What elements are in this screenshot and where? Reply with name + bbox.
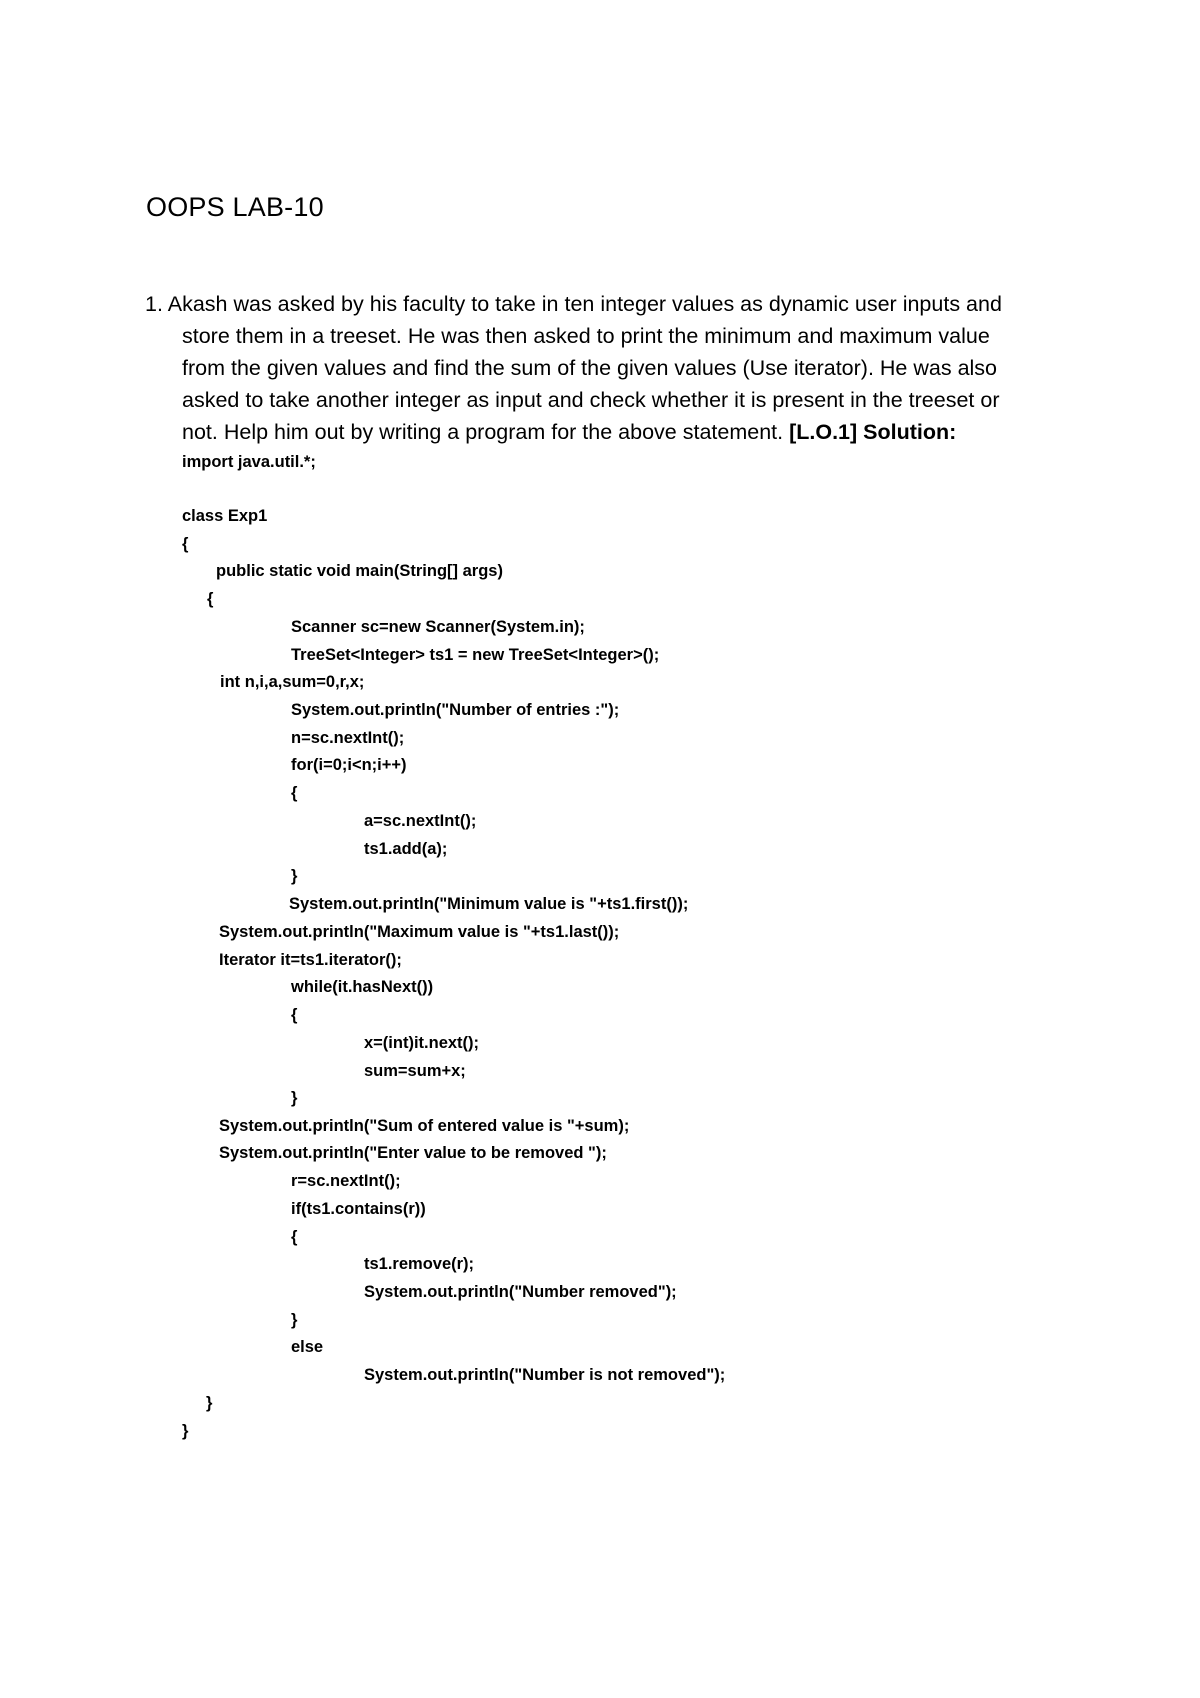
code-line: } <box>291 1089 298 1107</box>
code-line: ts1.add(a); <box>364 840 448 858</box>
code-line: public static void main(String[] args) <box>216 562 503 580</box>
code-line: for(i=0;i<n;i++) <box>291 756 407 774</box>
code-line: Scanner sc=new Scanner(System.in); <box>291 618 585 636</box>
code-line: System.out.println("Maximum value is "+ts1.last()); <box>219 923 620 941</box>
code-line: n=sc.nextInt(); <box>291 729 405 747</box>
question-line-2: store them in a treeset. He was then asked to print the minimum and maximum value <box>182 324 990 348</box>
code-line: { <box>291 1006 298 1024</box>
learning-outcome-tag: [L.O.1] Solution: <box>789 420 957 444</box>
code-line: import java.util.*; <box>182 453 316 471</box>
code-line: a=sc.nextInt(); <box>364 812 477 830</box>
code-line: Iterator it=ts1.iterator(); <box>219 951 402 969</box>
code-line: while(it.hasNext()) <box>291 978 434 996</box>
code-line: TreeSet<Integer> ts1 = new TreeSet<Integer>(); <box>291 646 660 664</box>
code-line: int n,i,a,sum=0,r,x; <box>220 673 365 691</box>
code-line: { <box>291 784 298 802</box>
code-line: System.out.println("Minimum value is "+ts1.first()); <box>289 895 689 913</box>
code-line: ts1.remove(r); <box>364 1255 475 1273</box>
code-line: System.out.println("Number of entries :"); <box>291 701 620 719</box>
question-1 <box>145 288 1045 448</box>
code-line: } <box>291 867 298 885</box>
code-line: System.out.println("Enter value to be removed "); <box>219 1144 607 1162</box>
code-line: } <box>182 1422 189 1440</box>
code-line: else <box>291 1338 324 1356</box>
code-line: r=sc.nextInt(); <box>291 1172 401 1190</box>
question-number: 1. <box>145 292 163 316</box>
code-line: sum=sum+x; <box>364 1062 466 1080</box>
question-text-1: Akash was asked by his faculty to take in ten integer values as dynamic user inputs and <box>167 292 1002 316</box>
document-title: OOPS LAB-10 <box>146 192 324 222</box>
code-line: System.out.println("Number is not removed"); <box>364 1366 726 1384</box>
code-line: System.out.println("Number removed"); <box>364 1283 677 1301</box>
question-text-5: not. Help him out by writing a program for the above statement. <box>182 420 790 444</box>
code-line: { <box>207 590 214 608</box>
question-line-4: asked to take another integer as input and check whether it is present in the treeset or <box>182 388 1000 412</box>
code-line: class Exp1 <box>182 507 268 525</box>
code-line: } <box>291 1311 298 1329</box>
question-line-1 <box>145 288 1045 320</box>
code-line: x=(int)it.next(); <box>364 1034 480 1052</box>
code-line: System.out.println("Sum of entered value is "+sum); <box>219 1117 630 1135</box>
question-line-3: from the given values and find the sum of the given values (Use iterator). He was also <box>182 356 998 380</box>
code-line: if(ts1.contains(r)) <box>291 1200 426 1218</box>
code-line: } <box>206 1394 213 1412</box>
code-line: { <box>182 535 189 553</box>
question-line-5 <box>145 416 1045 448</box>
code-line: { <box>291 1228 298 1246</box>
